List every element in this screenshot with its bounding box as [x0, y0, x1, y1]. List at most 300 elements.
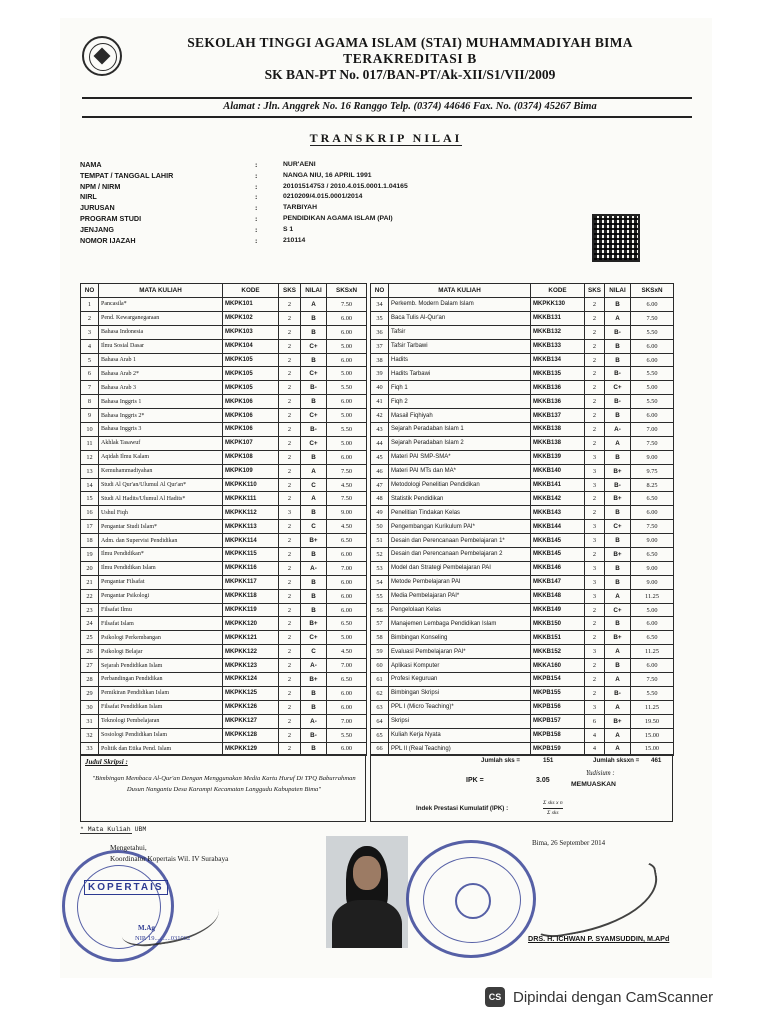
row-no: 42 — [371, 409, 389, 423]
formula-numerator: Σ sks x n — [543, 799, 563, 809]
course-grade: B — [301, 700, 327, 714]
row-no: 36 — [371, 325, 389, 339]
course-code: MKKB136 — [531, 395, 585, 409]
course-name: Bahasa Inggris 2* — [99, 409, 223, 423]
course-sksxn: 6.00 — [631, 659, 674, 673]
row-no: 40 — [371, 381, 389, 395]
course-grade: C+ — [301, 631, 327, 645]
course-code: MKPKK122 — [223, 645, 279, 659]
col-code-header: KODE — [223, 284, 279, 298]
table-row — [371, 367, 674, 381]
totals-row — [371, 755, 674, 767]
row-no: 18 — [81, 534, 99, 548]
course-code: MKPKK120 — [223, 617, 279, 631]
course-sksxn: 7.00 — [327, 714, 367, 728]
row-no: 64 — [371, 714, 389, 728]
course-code: MKPK105 — [223, 353, 279, 367]
table-row — [371, 714, 674, 728]
table-row — [81, 409, 367, 423]
course-grade: A- — [605, 423, 631, 437]
course-sks: 2 — [279, 645, 301, 659]
info-label: PROGRAM STUDI — [80, 213, 142, 223]
course-sksxn: 7.50 — [631, 436, 674, 450]
course-sksxn: 8.25 — [631, 478, 674, 492]
row-no: 25 — [81, 631, 99, 645]
table-row — [81, 561, 367, 575]
course-sks: 2 — [585, 506, 605, 520]
course-code: MKPKK112 — [223, 506, 279, 520]
row-no: 10 — [81, 423, 99, 437]
course-code: MKPK109 — [223, 464, 279, 478]
col-course-header: MATA KULIAH — [99, 284, 223, 298]
course-sks: 2 — [279, 742, 301, 756]
course-name: Bahasa Arab 1 — [99, 353, 223, 367]
info-row — [80, 182, 600, 193]
course-name: Akhlak Tasawuf — [99, 436, 223, 450]
course-sksxn: 9.00 — [631, 534, 674, 548]
info-colon: : — [255, 204, 258, 213]
course-grade: B- — [301, 381, 327, 395]
course-code: MKPKK115 — [223, 548, 279, 562]
course-name: Media Pembelajaran PAI* — [389, 589, 531, 603]
course-name: Adm. dan Supervisi Pendidikan — [99, 534, 223, 548]
course-grade: A — [605, 728, 631, 742]
row-no: 15 — [81, 492, 99, 506]
info-colon: : — [255, 214, 258, 223]
course-grade: B — [605, 298, 631, 312]
table-row — [81, 423, 367, 437]
row-no: 55 — [371, 589, 389, 603]
ipk-label: IPK = — [466, 777, 484, 784]
course-sks: 2 — [279, 464, 301, 478]
course-name: Desain dan Perencanaan Pembelajaran 1* — [389, 534, 531, 548]
course-sks: 2 — [585, 631, 605, 645]
course-sks: 6 — [585, 714, 605, 728]
course-code: MKPKK118 — [223, 589, 279, 603]
course-sks: 3 — [585, 520, 605, 534]
total-sksxn-value: 461 — [651, 757, 662, 764]
table-row — [81, 575, 367, 589]
row-no: 6 — [81, 367, 99, 381]
course-name: Masail Fiqhiyah — [389, 409, 531, 423]
course-code: MKPK106 — [223, 423, 279, 437]
course-code: MKPK102 — [223, 311, 279, 325]
ipk-value: 3.05 — [536, 777, 550, 784]
row-no: 22 — [81, 589, 99, 603]
course-grade: B — [605, 561, 631, 575]
course-name: Bahasa Inggris 3 — [99, 423, 223, 437]
course-name: Manajemen Lembaga Pendidikan Islam — [389, 617, 531, 631]
course-code: MKPB154 — [531, 673, 585, 687]
grades-table-left — [80, 283, 367, 756]
row-no: 9 — [81, 409, 99, 423]
course-name: Metodologi Penelitian Pendidikan — [389, 478, 531, 492]
course-grade: B — [301, 686, 327, 700]
course-grade: A- — [301, 659, 327, 673]
course-grade: A — [605, 700, 631, 714]
course-grade: B — [301, 575, 327, 589]
table-row — [371, 700, 674, 714]
row-no: 50 — [371, 520, 389, 534]
course-code: MKPK107 — [223, 436, 279, 450]
table-row — [371, 353, 674, 367]
course-code: MKKB145 — [531, 534, 585, 548]
course-grade: C+ — [605, 381, 631, 395]
row-no: 3 — [81, 325, 99, 339]
table-row — [81, 728, 367, 742]
table-row — [371, 325, 674, 339]
table-row — [81, 339, 367, 353]
row-no: 35 — [371, 311, 389, 325]
course-name: Pengembangan Kurikulum PAI* — [389, 520, 531, 534]
course-name: Materi PAI MTs dan MA* — [389, 464, 531, 478]
course-grade: B- — [605, 686, 631, 700]
course-sks: 2 — [279, 478, 301, 492]
info-colon: : — [255, 193, 258, 202]
sign-left-nip: NIP. 19..........031002 — [135, 935, 191, 942]
predicate-value: MEMUASKAN — [571, 781, 616, 788]
course-sks: 2 — [585, 603, 605, 617]
table-row — [81, 700, 367, 714]
course-sks: 3 — [585, 464, 605, 478]
info-label: NAMA — [80, 160, 102, 169]
course-sks: 2 — [279, 673, 301, 687]
course-code: MKKB135 — [531, 367, 585, 381]
header-address: Alamat : Jln. Anggrek No. 16 Ranggo Telp. (0374) 44646 Fax. No. (0374) 45267 Bima — [223, 101, 597, 112]
course-code: MKKB138 — [531, 436, 585, 450]
course-grade: B- — [605, 325, 631, 339]
course-sksxn: 7.50 — [327, 492, 367, 506]
row-no: 52 — [371, 548, 389, 562]
row-no: 53 — [371, 561, 389, 575]
course-sksxn: 5.00 — [327, 409, 367, 423]
course-name: Studi Al Qur'an/Ulumul Al Qur'an* — [99, 478, 223, 492]
course-name: Pengantar Filsafat — [99, 575, 223, 589]
course-grade: C+ — [301, 409, 327, 423]
course-sksxn: 6.00 — [631, 298, 674, 312]
table-row — [371, 506, 674, 520]
course-grade: B — [605, 353, 631, 367]
course-grade: B+ — [301, 673, 327, 687]
course-sksxn: 6.00 — [327, 311, 367, 325]
course-sksxn: 6.00 — [327, 325, 367, 339]
course-code: MKPKK124 — [223, 673, 279, 687]
course-name: Psikologi Perkembangan — [99, 631, 223, 645]
course-sksxn: 4.50 — [327, 478, 367, 492]
grades-table-right — [370, 283, 674, 756]
table-row — [371, 436, 674, 450]
info-label: NOMOR IJAZAH — [80, 235, 136, 245]
course-grade: B+ — [605, 714, 631, 728]
course-name: Penelitian Tindakan Kelas — [389, 506, 531, 520]
course-name: Metode Pembelajaran PAI — [389, 575, 531, 589]
table-row — [81, 311, 367, 325]
row-no: 8 — [81, 395, 99, 409]
course-sks: 3 — [279, 506, 301, 520]
course-name: Ilmu Pendidikan Islam — [99, 561, 223, 575]
row-no: 61 — [371, 673, 389, 687]
row-no: 56 — [371, 603, 389, 617]
course-sksxn: 11.25 — [631, 645, 674, 659]
info-label: TEMPAT / TANGGAL LAHIR — [80, 170, 174, 180]
col-no-header: NO — [81, 284, 99, 298]
course-sksxn: 6.00 — [327, 450, 367, 464]
course-code: MKKB134 — [531, 353, 585, 367]
course-code: MKPKK113 — [223, 520, 279, 534]
student-photo — [326, 836, 408, 948]
info-value: PENDIDIKAN AGAMA ISLAM (PAI) — [283, 214, 393, 222]
course-sksxn: 5.50 — [327, 423, 367, 437]
row-no: 5 — [81, 353, 99, 367]
course-grade: B — [301, 603, 327, 617]
course-sksxn: 9.75 — [631, 464, 674, 478]
row-no: 44 — [371, 436, 389, 450]
table-row — [81, 506, 367, 520]
row-no: 20 — [81, 561, 99, 575]
row-no: 1 — [81, 298, 99, 312]
course-sksxn: 6.50 — [327, 534, 367, 548]
course-name: Fiqh 1 — [389, 381, 531, 395]
course-sks: 2 — [279, 395, 301, 409]
transcript-sheet — [60, 18, 712, 978]
course-sksxn: 11.25 — [631, 700, 674, 714]
course-code: MKKB143 — [531, 506, 585, 520]
info-label: NPM / NIRM — [80, 181, 121, 191]
sign-left-role: Koordinator Kopertais Wil. IV Surabaya — [110, 854, 229, 863]
course-sks: 2 — [585, 548, 605, 562]
info-colon: : — [255, 161, 258, 169]
course-grade: A — [301, 298, 327, 312]
course-grade: B — [301, 395, 327, 409]
course-sksxn: 6.00 — [327, 686, 367, 700]
course-grade: B — [301, 506, 327, 520]
course-code: MKPB158 — [531, 728, 585, 742]
table-row — [81, 450, 367, 464]
course-sks: 2 — [585, 409, 605, 423]
table-row — [81, 686, 367, 700]
course-code: MKPKK128 — [223, 728, 279, 742]
info-label: JURUSAN — [80, 203, 115, 213]
course-sks: 2 — [279, 548, 301, 562]
course-name: Perkemb. Modern Dalam Islam — [389, 298, 531, 312]
course-sksxn: 15.00 — [631, 742, 674, 756]
course-name: Pengelolaan Kelas — [389, 603, 531, 617]
course-sks: 2 — [585, 325, 605, 339]
course-sks: 2 — [279, 339, 301, 353]
course-name: Teknologi Pembelajaran — [99, 714, 223, 728]
course-sksxn: 7.50 — [631, 673, 674, 687]
row-no: 48 — [371, 492, 389, 506]
course-grade: B — [605, 409, 631, 423]
course-sksxn: 4.50 — [327, 520, 367, 534]
table-row — [81, 714, 367, 728]
course-sks: 3 — [585, 645, 605, 659]
header-institution: SEKOLAH TINGGI AGAMA ISLAM (STAI) MUHAMMADIYAH BIMA — [187, 35, 633, 50]
course-sks: 2 — [585, 492, 605, 506]
course-code: MKKB140 — [531, 464, 585, 478]
course-grade: B — [605, 659, 631, 673]
course-code: MKKB139 — [531, 450, 585, 464]
course-sks: 2 — [279, 714, 301, 728]
row-no: 49 — [371, 506, 389, 520]
row-no: 27 — [81, 659, 99, 673]
table-row — [371, 548, 674, 562]
course-sksxn: 5.50 — [631, 367, 674, 381]
table-row — [81, 478, 367, 492]
row-no: 32 — [81, 728, 99, 742]
course-code: MKKB132 — [531, 325, 585, 339]
course-sksxn: 6.50 — [327, 617, 367, 631]
student-info — [80, 160, 600, 246]
table-row — [371, 298, 674, 312]
course-sks: 4 — [585, 728, 605, 742]
signature-right-icon — [526, 857, 665, 941]
row-no: 11 — [81, 436, 99, 450]
course-name: Bahasa Indonesia — [99, 325, 223, 339]
course-grade: B- — [605, 478, 631, 492]
row-no: 29 — [81, 686, 99, 700]
course-code: MKKB144 — [531, 520, 585, 534]
course-sks: 2 — [279, 311, 301, 325]
stamp-label: KOPERTAIS — [84, 880, 168, 895]
course-grade: A — [605, 436, 631, 450]
thesis-label: Judul Skripsi : — [85, 758, 128, 766]
course-grade: A — [605, 742, 631, 756]
table-row — [371, 589, 674, 603]
stai-stamp-icon — [406, 840, 536, 958]
course-grade: B — [605, 617, 631, 631]
course-sksxn: 7.00 — [631, 423, 674, 437]
course-grade: B — [605, 575, 631, 589]
course-sksxn: 6.00 — [631, 353, 674, 367]
course-code: MKKB133 — [531, 339, 585, 353]
course-code: MKPK105 — [223, 381, 279, 395]
row-no: 41 — [371, 395, 389, 409]
ipk-formula — [543, 799, 563, 818]
photo-body — [332, 900, 402, 948]
course-sks: 4 — [585, 742, 605, 756]
table-row — [371, 409, 674, 423]
course-grade: B — [301, 548, 327, 562]
course-name: Statistik Pendidikan — [389, 492, 531, 506]
table-row — [371, 311, 674, 325]
header-decree: SK BAN-PT No. 017/BAN-PT/Ak-XII/S1/VII/2009 — [264, 67, 556, 82]
row-no: 16 — [81, 506, 99, 520]
table-row — [81, 659, 367, 673]
course-grade: B — [301, 589, 327, 603]
course-sks: 2 — [279, 450, 301, 464]
course-sksxn: 6.00 — [327, 395, 367, 409]
course-name: Perbandingan Pendidikan — [99, 673, 223, 687]
table-row — [371, 617, 674, 631]
course-sks: 2 — [585, 617, 605, 631]
course-sksxn: 5.00 — [631, 603, 674, 617]
course-code: MKKB152 — [531, 645, 585, 659]
row-no: 24 — [81, 617, 99, 631]
sign-left-name: M.Ag — [138, 924, 155, 932]
table-row — [371, 492, 674, 506]
course-code: MKKB138 — [531, 423, 585, 437]
table-row — [81, 645, 367, 659]
info-value: S 1 — [283, 225, 294, 233]
table-header-row — [81, 284, 367, 298]
info-row — [80, 171, 600, 182]
course-code: MKKA160 — [531, 659, 585, 673]
course-code: MKPB155 — [531, 686, 585, 700]
summary-box — [370, 754, 673, 822]
course-code: MKPKK126 — [223, 700, 279, 714]
course-sks: 2 — [279, 659, 301, 673]
course-sks: 2 — [279, 423, 301, 437]
course-name: Ilmu Pendidikan* — [99, 548, 223, 562]
course-name: Model dan Strategi Pembelajaran PAI — [389, 561, 531, 575]
course-name: Psikologi Belajar — [99, 645, 223, 659]
row-no: 66 — [371, 742, 389, 756]
info-row — [80, 160, 600, 171]
row-no: 63 — [371, 700, 389, 714]
row-no: 2 — [81, 311, 99, 325]
table-row — [371, 631, 674, 645]
info-label: NIRL — [80, 192, 97, 202]
table-row — [81, 436, 367, 450]
row-no: 13 — [81, 464, 99, 478]
course-sksxn: 5.00 — [327, 339, 367, 353]
course-sks: 2 — [279, 298, 301, 312]
col-sks-header: SKS — [279, 284, 301, 298]
course-code: MKPK106 — [223, 395, 279, 409]
course-grade: A- — [301, 561, 327, 575]
course-name: Filsafat Islam — [99, 617, 223, 631]
col-sks-header: SKS — [585, 284, 605, 298]
table-row — [371, 603, 674, 617]
camscanner-badge — [485, 985, 713, 1009]
course-sks: 2 — [585, 298, 605, 312]
row-no: 43 — [371, 423, 389, 437]
course-name: Bimbingan Skripsi — [389, 686, 531, 700]
course-code: MKPB156 — [531, 700, 585, 714]
course-name: Pemikiran Pendidikan Islam — [99, 686, 223, 700]
course-grade: C — [301, 645, 327, 659]
row-no: 46 — [371, 464, 389, 478]
course-name: Hadits — [389, 353, 531, 367]
course-code: MKPK101 — [223, 298, 279, 312]
col-course-header: MATA KULIAH — [389, 284, 531, 298]
course-name: Ilmu Sosial Dasar — [99, 339, 223, 353]
course-sks: 2 — [585, 423, 605, 437]
course-name: Politik dan Etika Pend. Islam — [99, 742, 223, 756]
row-no: 21 — [81, 575, 99, 589]
course-code: MKKB136 — [531, 381, 585, 395]
table-header-row — [371, 284, 674, 298]
course-sksxn: 6.50 — [631, 492, 674, 506]
course-name: PPL II (Real Teaching) — [389, 742, 531, 756]
table-row — [371, 561, 674, 575]
course-sksxn: 4.50 — [327, 645, 367, 659]
info-label: JENJANG — [80, 224, 114, 234]
course-sks: 3 — [585, 589, 605, 603]
course-code: MKPKK129 — [223, 742, 279, 756]
footnote: * Mata Kuliah UBM — [80, 826, 147, 833]
course-sks: 3 — [585, 450, 605, 464]
course-sksxn: 5.50 — [327, 728, 367, 742]
course-name: Skripsi — [389, 714, 531, 728]
course-sks: 2 — [585, 367, 605, 381]
row-no: 33 — [81, 742, 99, 756]
course-sks: 3 — [585, 700, 605, 714]
course-grade: C+ — [605, 603, 631, 617]
sign-right-date: Bima, 26 September 2014 — [532, 839, 606, 847]
course-sksxn: 6.00 — [327, 353, 367, 367]
